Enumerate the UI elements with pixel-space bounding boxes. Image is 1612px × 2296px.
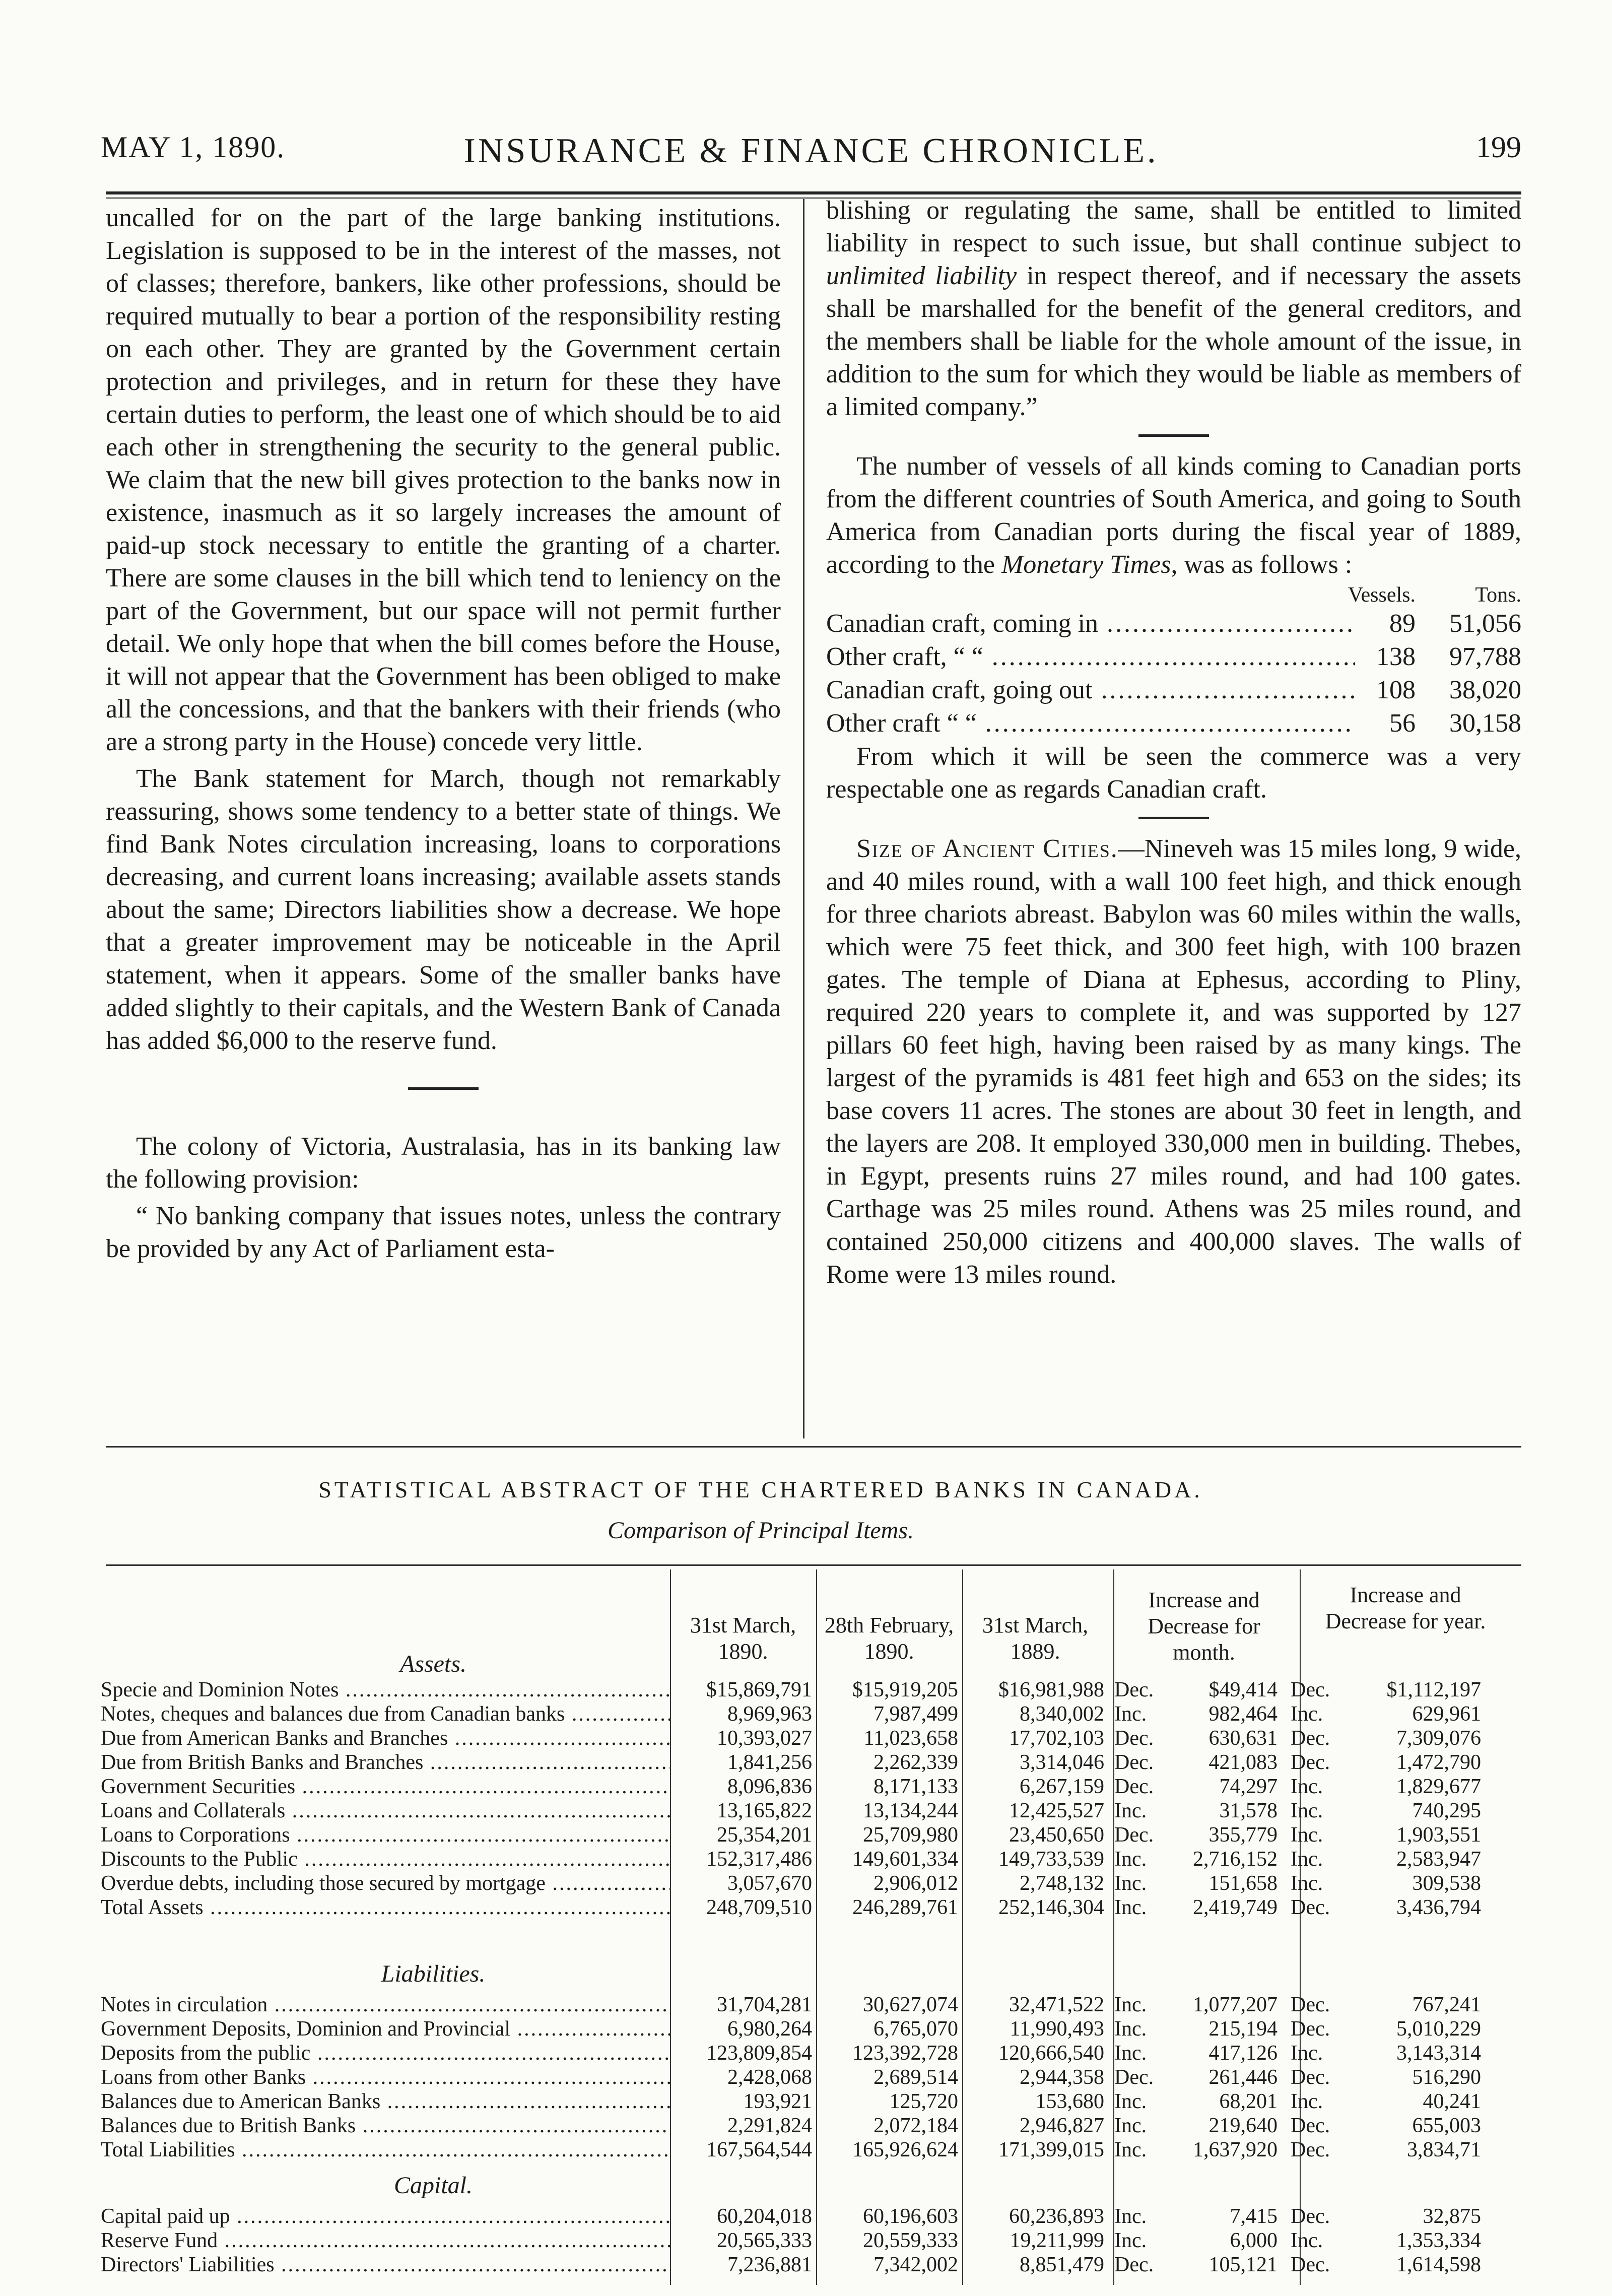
cell-year-direction: Dec. (1291, 2138, 1330, 2161)
row-label: Loans and Collaterals ..... (101, 1799, 670, 1823)
cell-mar-1890: 3,057,670 (727, 1872, 812, 1895)
cell-year-direction: Inc. (1291, 1799, 1323, 1822)
page-header (101, 121, 1521, 191)
cell-feb-1890: 7,987,499 (874, 1702, 958, 1726)
table-title: STATISTICAL ABSTRACT OF THE CHARTERED BANKS IN CANADA. (318, 1477, 1203, 1502)
row-label: Government Securities ..... (101, 1775, 670, 1799)
cell-year-direction: Inc. (1291, 1823, 1323, 1847)
cell-month-direction: Inc. (1114, 2090, 1147, 2113)
table-row (101, 1823, 1526, 1847)
table-row (101, 2253, 1526, 2277)
cell-year-amount: 629,961 (1412, 1702, 1481, 1726)
row-label: Due from British Banks and Branches ..... (101, 1750, 670, 1775)
cell-feb-1890: 20,559,333 (863, 2229, 958, 2252)
vessels-intro: The number of vessels of all kinds coming to Canadian ports from the different countries of South America, and going to South America from Canadian ports during the fiscal year of 1889, according to the (826, 452, 1521, 579)
cell-feb-1890: 7,342,002 (874, 2253, 958, 2276)
cell-month-amount: 421,083 (1208, 1751, 1278, 1774)
cell-mar-1889: 2,748,132 (1020, 1872, 1104, 1895)
cell-feb-1890: 165,926,624 (852, 2138, 958, 2161)
ancient-heading: Size of Ancient Cities. (856, 834, 1118, 863)
cell-mar-1890: 152,317,486 (706, 1848, 812, 1871)
cell-month-amount: 982,464 (1208, 1702, 1278, 1726)
cell-month-direction: Dec. (1114, 1678, 1154, 1701)
row-label: Balances due to British Banks ..... (101, 2114, 670, 2138)
cell-year-amount: 740,295 (1412, 1799, 1481, 1822)
vessels-table (826, 607, 1521, 740)
cell-year-amount: 2,583,947 (1396, 1848, 1481, 1871)
row-label: Due from American Banks and Branches ..... (101, 1726, 670, 1750)
vessel-row-label: Other craft “ “ ..... (826, 707, 1355, 740)
liabilities-rows (101, 1993, 1526, 2162)
vessel-row-count: 56 (1389, 709, 1416, 738)
cell-year-amount: 767,241 (1412, 1993, 1481, 2016)
table-row (101, 2114, 1526, 2138)
cell-year-direction: Dec. (1291, 2066, 1330, 2089)
paragraph-victoria-colony: The colony of Victoria, Australasia, has in its banking law the following provision: (106, 1132, 781, 1194)
cell-mar-1890: 10,393,027 (717, 1727, 812, 1750)
cell-month-direction: Inc. (1114, 2042, 1147, 2065)
cell-mar-1890: 248,709,510 (706, 1896, 812, 1919)
cell-mar-1890: 1,841,256 (727, 1751, 812, 1774)
table-row (101, 2089, 1526, 2114)
cell-month-direction: Dec. (1114, 1727, 1154, 1750)
table-row (101, 2228, 1526, 2253)
cell-month-amount: $49,414 (1208, 1678, 1278, 1701)
table-column-line (816, 1569, 817, 2285)
cell-feb-1890: 2,906,012 (874, 1872, 958, 1895)
cell-month-direction: Dec. (1114, 2066, 1154, 2089)
table-row (101, 1993, 1526, 2017)
cell-year-direction: Dec. (1291, 2114, 1330, 2137)
vessels-source: Monetary Times (1001, 550, 1171, 579)
cell-month-amount: 215,194 (1208, 2017, 1278, 2041)
cell-year-direction: Dec. (1291, 1751, 1330, 1774)
table-column-line (670, 1569, 671, 2285)
table-row (101, 1678, 1526, 1702)
paragraph-ancient-cities (826, 832, 1521, 1291)
cell-year-direction: Dec. (1291, 2017, 1330, 2041)
ancient-text: —Nineveh was 15 miles long, 9 wide, and 40 miles round, with a wall 100 feet high, and thick enough for three chariots abreast. Babylon was 60 miles within the walls, which were 75 feet thick, and 300 feet high, with 100 brazen gates. The temple of Diana at Ephesus, according to Pliny, required 220 years to complete it, and was supported by 127 pillars 60 feet high, having been raised by as many kings. The largest of the pyramids is 481 feet high and 653 on the sides; its base covers 11 acres. The stones are about 30 feet in length, and the layers are 208. It employed 330,000 men in building. Thebes, in Egypt, presents ruins 27 miles round, and had 100 gates. Carthage was 25 miles round. Athens was 25 miles round, and contained 250,000 citizens and 400,000 slaves. The walls of Rome were 13 miles round. (826, 834, 1521, 1289)
table-row (101, 1847, 1526, 1871)
cell-month-direction: Inc. (1114, 2114, 1147, 2137)
table-row (101, 2204, 1526, 2228)
cell-year-amount: 1,614,598 (1396, 2253, 1481, 2276)
cell-month-amount: 630,631 (1208, 1727, 1278, 1750)
row-label: Reserve Fund ..... (101, 2228, 670, 2253)
row-label: Balances due to American Banks ..... (101, 2089, 670, 2114)
cell-month-amount: 2,716,152 (1193, 1848, 1278, 1871)
vessel-row (826, 607, 1521, 640)
cell-mar-1890: 2,291,824 (727, 2114, 812, 2137)
cell-month-amount: 355,779 (1208, 1823, 1278, 1847)
cell-month-amount: 1,077,207 (1193, 1993, 1278, 2016)
cell-feb-1890: 60,196,603 (863, 2205, 958, 2228)
table-row (101, 1895, 1526, 1920)
row-label: Overdue debts, including those secured by mortgage ..... (101, 1871, 670, 1895)
cell-feb-1890: 25,709,980 (863, 1823, 958, 1847)
cell-month-amount: 6,000 (1230, 2229, 1278, 2252)
vessel-row (826, 707, 1521, 740)
vessel-row-count: 138 (1376, 642, 1416, 671)
cell-year-direction: Dec. (1291, 1678, 1330, 1701)
cell-mar-1889: 2,946,827 (1020, 2114, 1104, 2137)
cell-month-amount: 151,658 (1208, 1872, 1278, 1895)
cell-feb-1890: 2,072,184 (874, 2114, 958, 2137)
cell-mar-1889: 120,666,540 (998, 2042, 1104, 2065)
cell-month-amount: 1,637,920 (1193, 2138, 1278, 2161)
assets-heading: Assets. (400, 1651, 466, 1677)
table-row (101, 1726, 1526, 1750)
capital-rows (101, 2204, 1526, 2277)
cell-mar-1889: 60,236,893 (1009, 2205, 1104, 2228)
cell-month-amount: 261,446 (1208, 2066, 1278, 2089)
cell-year-amount: 3,436,794 (1396, 1896, 1481, 1919)
cell-year-direction: Inc. (1291, 2090, 1323, 2113)
cell-mar-1890: 13,165,822 (717, 1799, 812, 1822)
assets-rows (101, 1678, 1526, 1920)
cell-feb-1890: 30,627,074 (863, 1993, 958, 2016)
col-header-mar-1890: 31st March, 1890. (690, 1613, 796, 1664)
cell-mar-1890: 31,704,281 (717, 1993, 812, 2016)
section-separator (1138, 434, 1209, 437)
cell-year-amount: $1,112,197 (1386, 1678, 1481, 1701)
cell-month-amount: 417,126 (1208, 2042, 1278, 2065)
vessels-intro-end: , was as follows : (1171, 550, 1353, 579)
vessels-table-header (826, 583, 1521, 607)
table-row (101, 2017, 1526, 2041)
cell-month-amount: 219,640 (1208, 2114, 1278, 2137)
cell-feb-1890: 6,765,070 (874, 2017, 958, 2041)
cell-month-direction: Inc. (1114, 1896, 1147, 1919)
cell-mar-1889: 8,340,002 (1020, 1702, 1104, 1726)
cell-month-amount: 68,201 (1219, 2090, 1278, 2113)
cell-month-amount: 105,121 (1208, 2253, 1278, 2276)
cell-year-direction: Dec. (1291, 1727, 1330, 1750)
cell-mar-1890: 7,236,881 (727, 2253, 812, 2276)
articles-bottom-rule (106, 1446, 1521, 1448)
right-column (826, 194, 1521, 1295)
cell-mar-1890: 193,921 (743, 2090, 812, 2113)
cell-year-amount: 40,241 (1423, 2090, 1481, 2113)
cell-mar-1890: 8,096,836 (727, 1775, 812, 1798)
paragraph-vessels-conclusion: From which it will be seen the commerce was a very respectable one as regards Canadian craft. (826, 742, 1521, 804)
cell-year-amount: 1,353,334 (1396, 2229, 1481, 2252)
cell-month-direction: Dec. (1114, 1751, 1154, 1774)
paragraph-provision-quote: “ No banking company that issues notes, unless the contrary be provided by any Act of Parliament esta- (106, 1202, 781, 1263)
vessel-row (826, 674, 1521, 707)
vessel-row-label: Other craft, “ “ ..... (826, 640, 1355, 674)
vessel-row-tons: 38,020 (1449, 676, 1521, 704)
cell-feb-1890: $15,919,205 (852, 1678, 958, 1701)
col-header-feb-1890: 28th February, 1890. (824, 1613, 954, 1664)
cell-month-direction: Dec. (1114, 1775, 1154, 1798)
cell-month-direction: Inc. (1114, 2205, 1147, 2228)
cell-month-direction: Dec. (1114, 1823, 1154, 1847)
cell-mar-1890: 167,564,544 (706, 2138, 812, 2161)
cell-mar-1889: 252,146,304 (998, 1896, 1104, 1919)
cell-month-direction: Dec. (1114, 2253, 1154, 2276)
cell-mar-1889: 32,471,522 (1009, 1993, 1104, 2016)
paragraph-banking-legislation: uncalled for on the part of the large banking institutions. Legislation is supposed to be in the interest of the masses, not of classes; therefore, bankers, like other professions, should be required mutually to bear a portion of the responsibility resting on each other. They are granted by the Government certain protection and privileges, and in return for these they have certain duties to perform, the least one of which should be to aid each other in strengthening the security to the general public. We claim that the new bill gives protection to the banks now in existence, inasmuch as it so largely increases the amount of paid-up stock necessary to entitle the granting of a charter. There are some clauses in the bill which tend to leniency on the part of the Government, but our space will not permit further detail. We only hope that when the bill comes before the House, it will not appear that the Government has been obliged to make all the concessions, and that the bankers with their friends (who are a strong party in the House) concede very little. (106, 204, 781, 756)
cell-mar-1889: 19,211,999 (1010, 2229, 1104, 2252)
table-column-line (962, 1569, 963, 2285)
cell-mar-1889: 2,944,358 (1020, 2066, 1104, 2089)
cell-year-amount: 309,538 (1412, 1872, 1481, 1895)
cell-feb-1890: 8,171,133 (874, 1775, 958, 1798)
table-row (101, 1871, 1526, 1895)
table-row (101, 1750, 1526, 1775)
left-column (106, 202, 781, 1269)
table-top-rule (106, 1564, 1521, 1566)
cell-feb-1890: 246,289,761 (852, 1896, 958, 1919)
cell-year-direction: Dec. (1291, 1896, 1330, 1919)
table-column-line (1113, 1569, 1114, 2285)
cell-feb-1890: 13,134,244 (863, 1799, 958, 1822)
vessel-row-label: Canadian craft, coming in ..... (826, 607, 1355, 640)
cell-mar-1889: 149,733,539 (998, 1848, 1104, 1871)
section-separator (408, 1087, 479, 1090)
cell-year-direction: Dec. (1291, 2205, 1330, 2228)
cell-year-direction: Inc. (1291, 1848, 1323, 1871)
table-row (101, 1775, 1526, 1799)
table-row (101, 2041, 1526, 2065)
cell-feb-1890: 125,720 (889, 2090, 958, 2113)
vessel-row-tons: 30,158 (1449, 709, 1521, 738)
publication-title: INSURANCE & FINANCE CHRONICLE. (463, 132, 1159, 170)
cell-month-direction: Inc. (1114, 1799, 1147, 1822)
cell-mar-1890: 20,565,333 (717, 2229, 812, 2252)
cell-year-amount: 1,829,677 (1396, 1775, 1481, 1798)
table-row (101, 1702, 1526, 1726)
cell-month-direction: Inc. (1114, 2138, 1147, 2161)
quote-text: blishing or regulating the same, shall be entitled to limited liability in respect to such issue, but shall continue subject to (826, 196, 1521, 257)
cell-year-amount: 516,290 (1412, 2066, 1481, 2089)
cell-year-amount: 7,309,076 (1396, 1727, 1481, 1750)
col-header-year-change: Increase and Decrease for year. (1325, 1583, 1486, 1633)
vessel-row (826, 640, 1521, 674)
vessel-row-count: 108 (1376, 676, 1416, 704)
cell-mar-1889: 12,425,527 (1009, 1799, 1104, 1822)
table-row (101, 2065, 1526, 2089)
row-label: Loans to Corporations ..... (101, 1823, 670, 1847)
cell-month-direction: Inc. (1114, 1702, 1147, 1726)
cell-year-direction: Inc. (1291, 2229, 1323, 2252)
cell-year-direction: Inc. (1291, 1872, 1323, 1895)
table-subtitle: Comparison of Principal Items. (608, 1517, 914, 1544)
cell-feb-1890: 11,023,658 (863, 1727, 958, 1750)
cell-year-amount: 32,875 (1423, 2205, 1481, 2228)
section-separator (1138, 817, 1209, 819)
col-header-mar-1889: 31st March, 1889. (982, 1613, 1089, 1664)
cell-mar-1889: $16,981,988 (998, 1678, 1104, 1701)
capital-heading: Capital. (393, 2172, 473, 2199)
paragraph-vessels-intro (826, 450, 1521, 581)
row-label: Total Assets ..... (101, 1895, 670, 1920)
column-divider (803, 199, 804, 1438)
quote-end: in respect thereof, and if necessary the assets shall be marshalled for the benefit of the general creditors, and the members shall be liable for the whole amount of the issue, in addition to the sum for which they would be liable as members of a limited company.” (826, 261, 1522, 421)
cell-year-direction: Dec. (1291, 1993, 1330, 2016)
row-label: Notes, cheques and balances due from Canadian banks ..... (101, 1702, 670, 1726)
cell-feb-1890: 123,392,728 (852, 2042, 958, 2065)
issue-date: MAY 1, 1890. (101, 130, 286, 164)
cell-month-amount: 74,297 (1219, 1775, 1278, 1798)
cell-mar-1890: 2,428,068 (727, 2066, 812, 2089)
vessel-row-tons: 51,056 (1449, 609, 1521, 638)
table-row (101, 1799, 1526, 1823)
row-label: Government Deposits, Dominion and Provincial ..... (101, 2017, 670, 2041)
table-column-line (1300, 1569, 1301, 2285)
tons-col-header: Tons. (1475, 583, 1521, 607)
cell-year-direction: Inc. (1291, 2042, 1323, 2065)
cell-month-direction: Inc. (1114, 1872, 1147, 1895)
col-header-month-change: Increase and Decrease for month. (1148, 1588, 1260, 1665)
cell-year-direction: Inc. (1291, 1702, 1323, 1726)
quote-italic: unlimited liability (826, 261, 1017, 290)
paragraph-bank-statement: The Bank statement for March, though not remarkably reassuring, shows some tendency to a better state of things. We find Bank Notes circulation increasing, loans to corporations decreasing, and current loans increasing; available assets stands about the same; Directors liabilities show a decrease. We hope that a greater improvement may be noticeable in the April statement, when it appears. Some of the smaller banks have added slightly to their capitals, and the Western Bank of Canada has added $6,000 to the reserve fund. (106, 764, 781, 1055)
cell-mar-1889: 3,314,046 (1020, 1751, 1104, 1774)
cell-year-amount: 3,143,314 (1396, 2042, 1481, 2065)
cell-year-amount: 3,834,71 (1407, 2138, 1481, 2161)
paragraph-quote-continuation (826, 194, 1521, 423)
cell-mar-1890: 60,204,018 (717, 2205, 812, 2228)
cell-month-direction: Inc. (1114, 2017, 1147, 2041)
cell-year-amount: 1,903,551 (1396, 1823, 1481, 1847)
vessel-row-label: Canadian craft, going out ..... (826, 674, 1355, 707)
vessels-col-header: Vessels. (1348, 583, 1416, 607)
row-label: Discounts to the Public ..... (101, 1847, 670, 1871)
table-row (101, 2138, 1526, 2162)
row-label: Notes in circulation ..... (101, 1993, 670, 2017)
row-label: Deposits from the public ..... (101, 2041, 670, 2065)
row-label: Total Liabilities ..... (101, 2138, 670, 2162)
row-label: Directors' Liabilities ..... (101, 2253, 670, 2277)
cell-month-direction: Inc. (1114, 1848, 1147, 1871)
row-label: Capital paid up ..... (101, 2204, 670, 2228)
cell-mar-1889: 17,702,103 (1009, 1727, 1104, 1750)
cell-feb-1890: 2,262,339 (874, 1751, 958, 1774)
cell-mar-1889: 171,399,015 (998, 2138, 1104, 2161)
cell-month-amount: 7,415 (1230, 2205, 1278, 2228)
cell-mar-1890: 123,809,854 (706, 2042, 812, 2065)
cell-mar-1890: $15,869,791 (706, 1678, 812, 1701)
row-label: Loans from other Banks ..... (101, 2065, 670, 2089)
cell-mar-1889: 153,680 (1035, 2090, 1104, 2113)
cell-year-amount: 1,472,790 (1396, 1751, 1481, 1774)
cell-mar-1889: 8,851,479 (1020, 2253, 1104, 2276)
page-number: 199 (1476, 130, 1521, 164)
cell-feb-1890: 149,601,334 (852, 1848, 958, 1871)
cell-year-direction: Dec. (1291, 2253, 1330, 2276)
cell-year-direction: Inc. (1291, 1775, 1323, 1798)
cell-mar-1890: 6,980,264 (727, 2017, 812, 2041)
cell-year-amount: 655,003 (1412, 2114, 1481, 2137)
cell-year-amount: 5,010,229 (1396, 2017, 1481, 2041)
cell-month-amount: 2,419,749 (1193, 1896, 1278, 1919)
cell-month-direction: Inc. (1114, 2229, 1147, 2252)
cell-mar-1889: 23,450,650 (1009, 1823, 1104, 1847)
cell-month-amount: 31,578 (1219, 1799, 1278, 1822)
row-label: Specie and Dominion Notes ..... (101, 1678, 670, 1702)
vessel-row-tons: 97,788 (1449, 642, 1521, 671)
cell-mar-1889: 6,267,159 (1020, 1775, 1104, 1798)
cell-mar-1890: 8,969,963 (727, 1702, 812, 1726)
cell-mar-1890: 25,354,201 (717, 1823, 812, 1847)
vessel-row-count: 89 (1389, 609, 1416, 638)
cell-feb-1890: 2,689,514 (874, 2066, 958, 2089)
cell-mar-1889: 11,990,493 (1010, 2017, 1104, 2041)
liabilities-heading: Liabilities. (381, 1960, 486, 1987)
cell-month-direction: Inc. (1114, 1993, 1147, 2016)
